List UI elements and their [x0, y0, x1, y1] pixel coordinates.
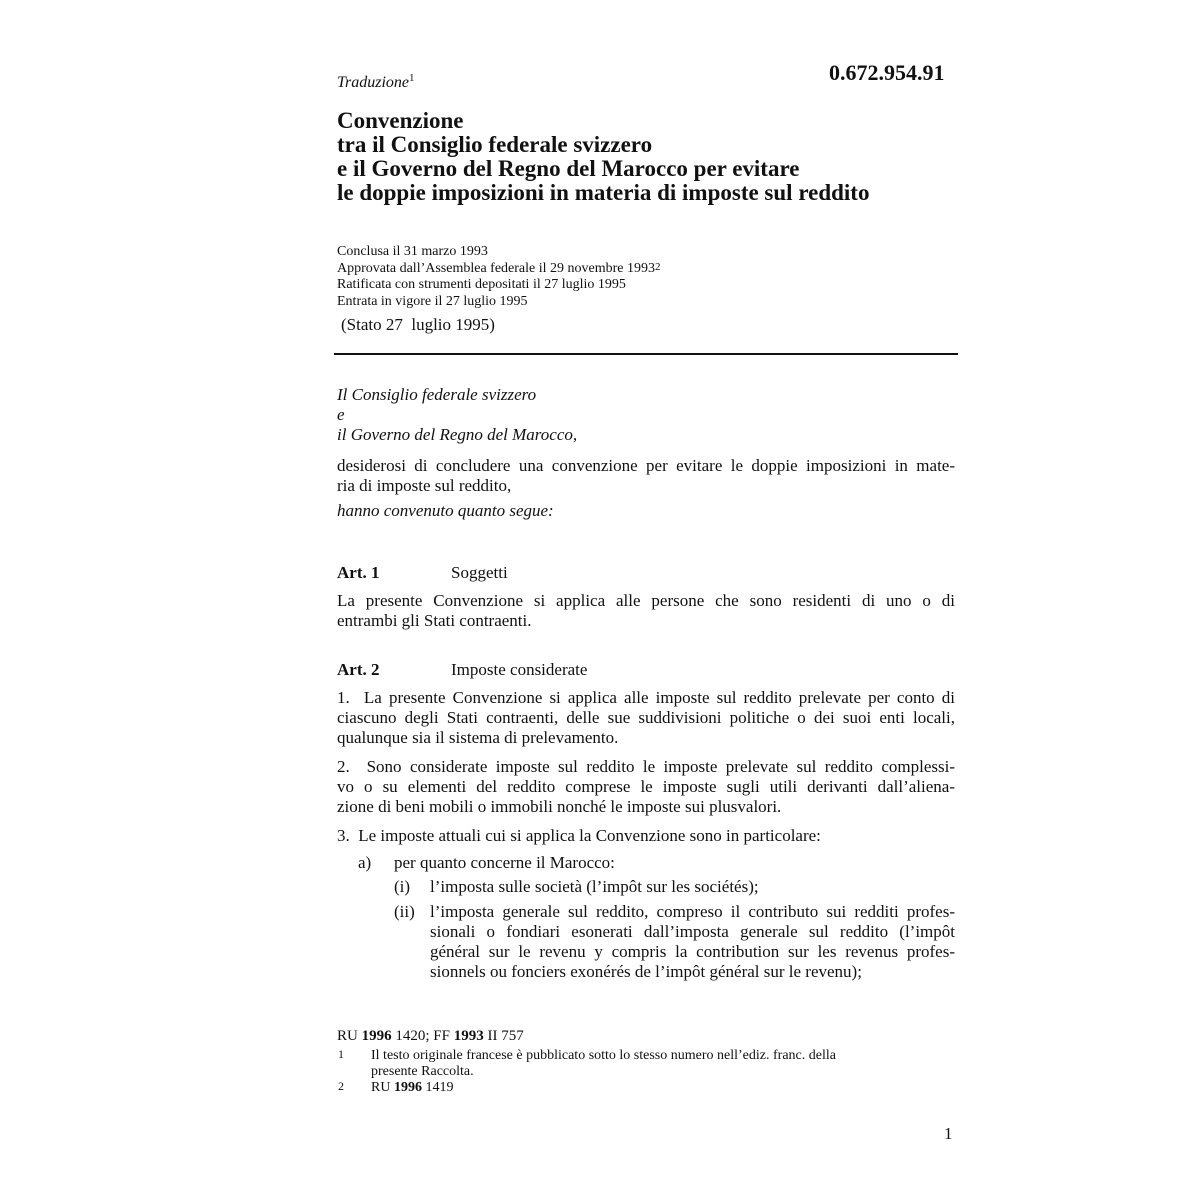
text-line: ciascuno degli Stati contraenti, delle sue suddivisioni politiche o dei suoi enti locali,	[337, 708, 955, 727]
title-line: Convenzione	[337, 108, 464, 133]
in-force-date: Entrata in vigore il 27 luglio 1995	[337, 293, 528, 309]
document-title	[337, 109, 869, 205]
text-line: 1. La presente Convenzione si applica alle imposte sul reddito prelevate per conto di	[337, 688, 955, 707]
footnote-2-marker: 2	[338, 1079, 344, 1093]
preamble-party2: il Governo del Regno del Marocco,	[337, 425, 578, 444]
footnote-1-marker: 1	[338, 1047, 344, 1061]
text-line: Il testo originale francese è pubblicato sotto lo stesso numero nell’ediz. franc. della	[371, 1048, 836, 1063]
article-1-number: Art. 1	[337, 563, 380, 582]
text-line: vo o su elementi del reddito comprese le imposte sugli utili derivanti dall’aliena-	[337, 777, 955, 796]
text-line: entrambi gli Stati contraenti.	[337, 611, 532, 630]
text-line: 2. Sono considerate imposte sul reddito le imposte prelevate sul reddito complessi-	[337, 757, 955, 776]
article-1-text	[337, 591, 955, 631]
preamble-party1: Il Consiglio federale svizzero	[337, 385, 537, 404]
approved-date: Approvata dall’Assemblea federale il 29 novembre 1993$^2$	[337, 260, 661, 276]
list-marker-a: a)	[358, 853, 372, 872]
footnote-ref-2[interactable]: 2	[655, 260, 661, 273]
title-line: le doppie imposizioni in materia di imposte sul reddito	[337, 180, 870, 205]
translation-label	[337, 74, 415, 92]
preamble-desire	[337, 456, 955, 496]
page-number: 1	[944, 1124, 953, 1143]
article-2-number: Art. 2	[337, 660, 380, 679]
header-divider	[334, 353, 958, 355]
text-line: ria di imposte sul reddito,	[337, 476, 512, 495]
text-line: qualunque sia il sistema di prelevamento.	[337, 728, 619, 747]
title-line: tra il Consiglio federale svizzero	[337, 132, 653, 157]
article-1-title: Soggetti	[451, 563, 508, 582]
preamble-and: e	[337, 405, 345, 424]
text-line: sionali o fondiari esonerati dall’imposta generale sul reddito (l’impôt	[430, 922, 955, 941]
text-line: presente Raccolta.	[371, 1064, 474, 1079]
preamble-agreed: hanno convenuto quanto segue:	[337, 501, 554, 520]
text-line: l’imposta generale sul reddito, compreso il contributo sui redditi profes-	[430, 902, 955, 921]
sr-number: 0.672.954.91	[829, 60, 945, 85]
status-date: (Stato 27 luglio 1995)	[341, 315, 495, 334]
article-2-paragraph-1	[337, 688, 955, 748]
list-item-a: per quanto concerne il Marocco:	[394, 853, 615, 872]
article-2-paragraph-2	[337, 757, 955, 817]
text-line: sionnels ou fonciers exonérés de l’impôt général sur le revenu);	[430, 962, 862, 981]
text-line: général sur le revenu y compris la contribution sur les revenus profes-	[430, 942, 955, 961]
translation-text: Traduzione	[337, 74, 410, 91]
footnote-1-text	[371, 1048, 836, 1080]
ratified-date: Ratificata con strumenti depositati il 27 luglio 1995	[337, 277, 626, 292]
list-marker-i: (i)	[394, 877, 411, 896]
publication-reference: RU 1996 1420; FF 1993 II 757	[337, 1028, 524, 1044]
title-line: e il Governo del Regno del Marocco per evitare	[337, 156, 800, 181]
list-marker-ii: (ii)	[394, 902, 415, 921]
footnote-2-text: RU 1996 1419	[371, 1080, 454, 1095]
article-2-paragraph-3: 3. Le imposte attuali cui si applica la Convenzione sono in particolare:	[337, 826, 821, 845]
enactment-info	[337, 244, 661, 310]
text-line: desiderosi di concludere una convenzione per evitare le doppie imposizioni in mate-	[337, 456, 955, 475]
list-item-i: l’imposta sulle società (l’impôt sur les sociétés);	[430, 877, 759, 896]
footnote-ref-1[interactable]: 1	[409, 72, 415, 84]
concluded-date: Conclusa il 31 marzo 1993	[337, 244, 488, 259]
text-line: zione di beni mobili o immobili nonché le imposte sui plusvalori.	[337, 797, 782, 816]
text-line: La presente Convenzione si applica alle persone che sono residenti di uno o di	[337, 591, 955, 610]
list-item-ii	[430, 902, 955, 982]
article-2-title: Imposte considerate	[451, 660, 588, 679]
